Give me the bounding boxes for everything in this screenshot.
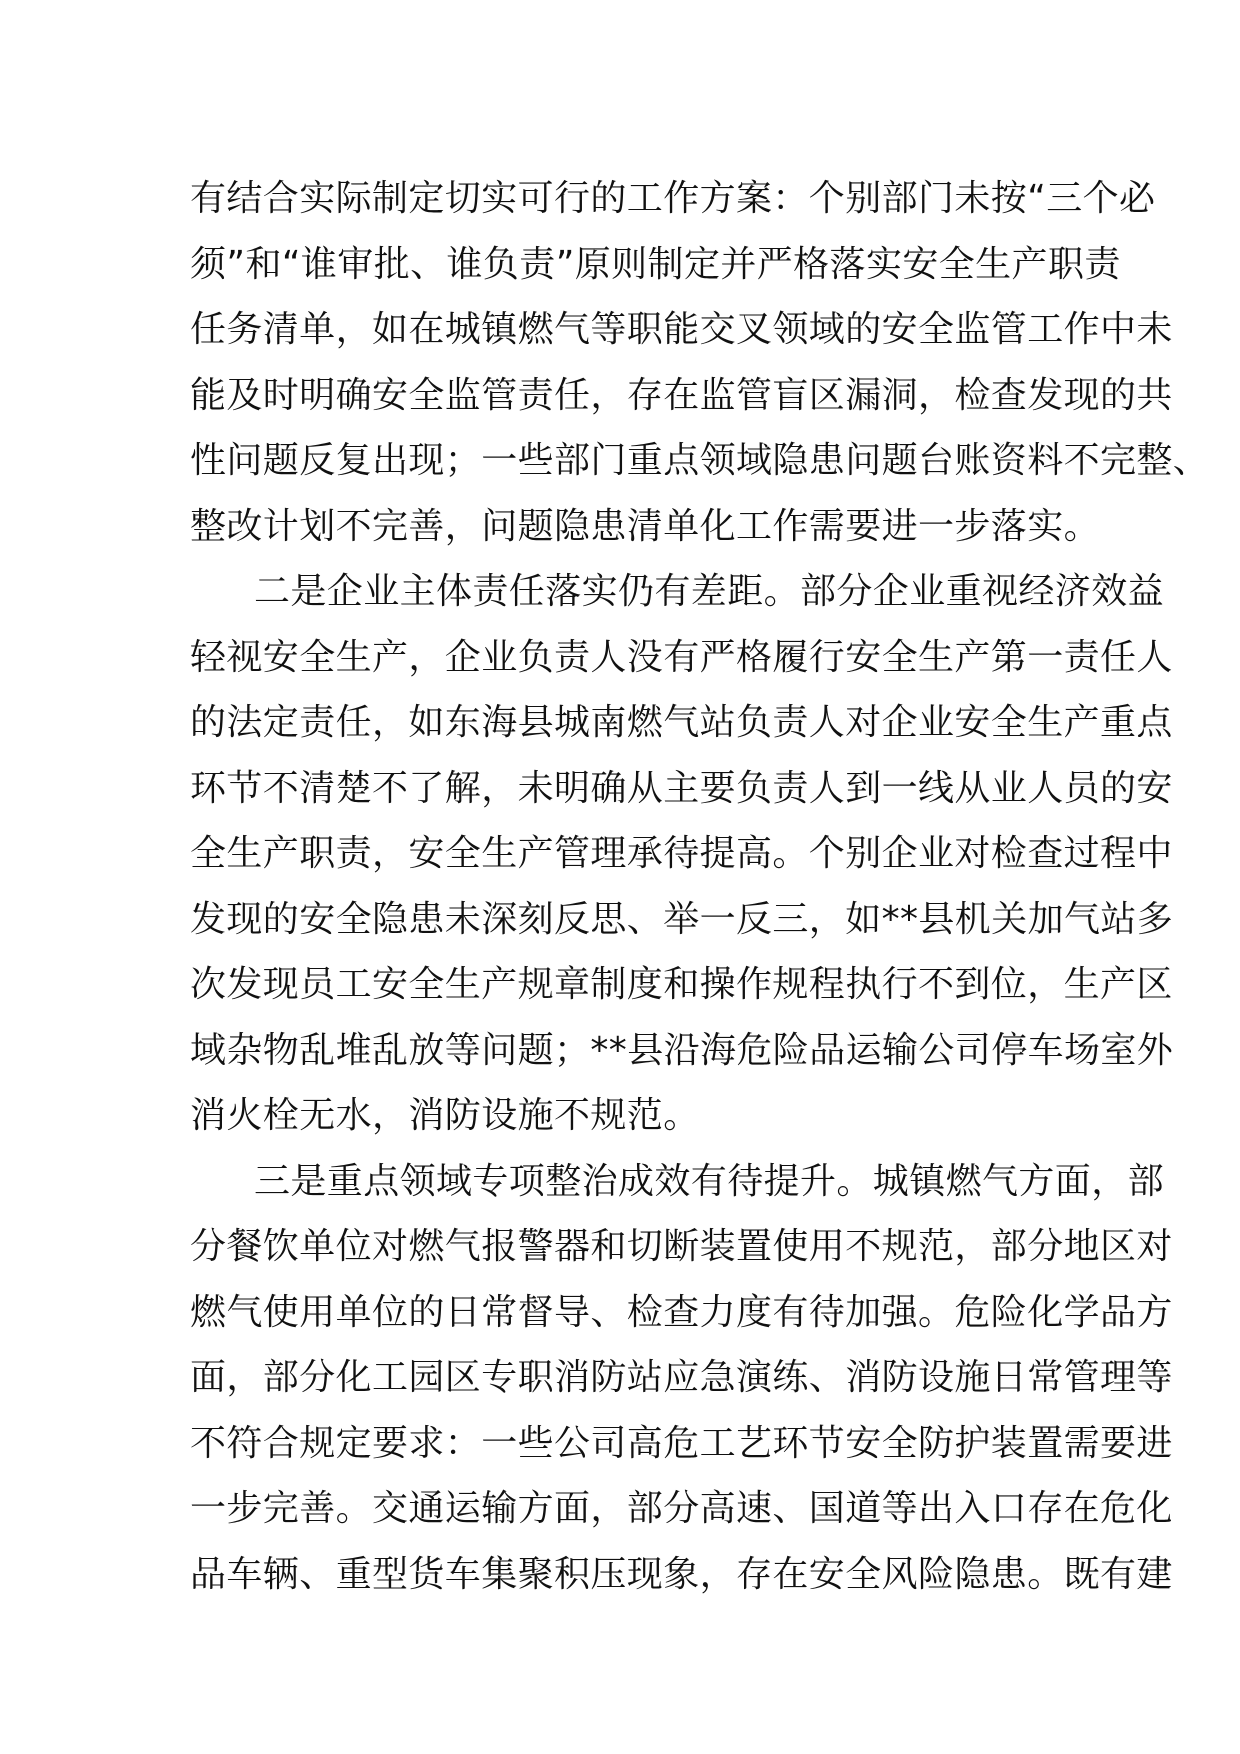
- text-line: 整改计划不完善，问题隐患清单化工作需要进一步落实。: [190, 505, 1101, 547]
- text-line: 轻视安全生产，企业负责人没有严格履行安全生产第一责任人: [190, 636, 1173, 678]
- text-line: 发现的安全隐患未深刻反思、举一反三，如**县机关加气站多: [190, 898, 1174, 940]
- text-line: 面，部分化工园区专职消防站应急演练、消防设施日常管理等: [190, 1357, 1173, 1398]
- paragraph-start-line: 三是重点领域专项整治成效有待提升。城镇燃气方面，部: [254, 1160, 1165, 1202]
- text-line: 分餐饮单位对燃气报警器和切断装置使用不规范，部分地区对: [190, 1226, 1173, 1267]
- text-line: 不符合规定要求：一些公司高危工艺环节安全防护装置需要进: [190, 1422, 1173, 1464]
- text-line: 环节不清楚不了解，未明确从主要负责人到一线从业人员的安: [190, 767, 1173, 809]
- text-line: 性问题反复出现；一些部门重点领域隐患问题台账资料不完整、: [190, 440, 1210, 481]
- text-line: 一步完善。交通运输方面，部分高速、国道等出入口存在危化: [190, 1488, 1173, 1529]
- document-body: [190, 166, 1210, 1607]
- text-line: 须”和“谁审批、谁负责”原则制定并严格落实安全生产职责: [190, 243, 1121, 285]
- text-line: 次发现员工安全生产规章制度和操作规程执行不到位，生产区: [190, 964, 1173, 1005]
- text-line: 有结合实际制定切实可行的工作方案：个别部门未按“三个必: [190, 178, 1156, 219]
- text-line: 消火栓无水，消防设施不规范。: [190, 1095, 700, 1136]
- text-line: 任务清单，如在城镇燃气等职能交叉领域的安全监管工作中未: [190, 309, 1173, 350]
- paragraph-start-line: 二是企业主体责任落实仍有差距。部分企业重视经济效益: [254, 571, 1165, 612]
- text-line: 的法定责任，如东海县城南燃气站负责人对企业安全生产重点: [190, 702, 1173, 743]
- text-line: 能及时明确安全监管责任，存在监管盲区漏洞，检查发现的共: [190, 374, 1173, 416]
- text-line: 域杂物乱堆乱放等问题；**县沿海危险品运输公司停车场室外: [190, 1029, 1174, 1071]
- text-line: 燃气使用单位的日常督导、检查力度有待加强。危险化学品方: [190, 1291, 1173, 1333]
- text-line: 全生产职责，安全生产管理承待提高。个别企业对检查过程中: [190, 833, 1173, 874]
- text-line: 品车辆、重型货车集聚积压现象，存在安全风险隐患。既有建: [190, 1553, 1173, 1595]
